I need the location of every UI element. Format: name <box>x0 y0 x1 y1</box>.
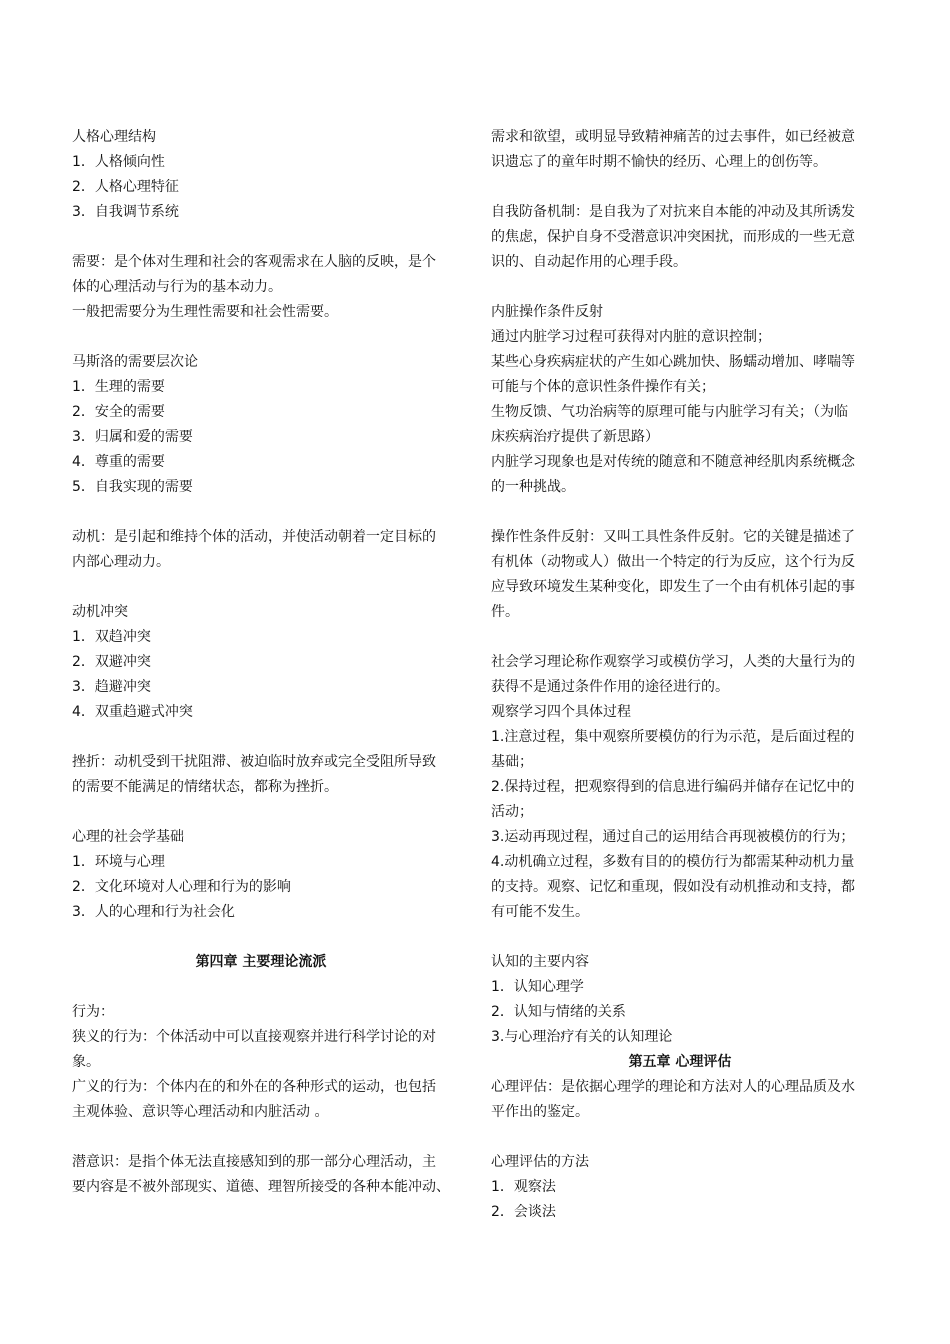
text-line: 件。 <box>491 604 519 620</box>
blank-line <box>72 725 450 750</box>
text-line: 内脏操作条件反射 <box>491 304 603 320</box>
text-line: 认知的主要内容 <box>491 954 589 970</box>
text-line: 3．自我调节系统 <box>72 204 179 220</box>
text-line: 主观体验、意识等心理活动和内脏活动 。 <box>72 1104 329 1120</box>
text-line: 3．趋避冲突 <box>72 679 151 695</box>
text-line: 2．会谈法 <box>491 1204 556 1220</box>
blank-line <box>491 625 869 650</box>
text-line: 有可能不发生。 <box>491 904 589 920</box>
text-line: 2．认知与情绪的关系 <box>491 1004 626 1020</box>
text-line: 社会学习理论称作观察学习或模仿学习，人类的大量行为的 <box>491 654 855 670</box>
text-line: 1.注意过程，集中观察所要模仿的行为示范，是后面过程的 <box>491 729 855 745</box>
blank-line <box>491 500 869 525</box>
text-line: 挫折：动机受到干扰阻滞、被迫临时放弃或完全受阻所导致 <box>72 754 436 770</box>
blank-line <box>72 1125 450 1150</box>
blank-line <box>72 225 450 250</box>
text-line: 1．双趋冲突 <box>72 629 151 645</box>
text-line: 的焦虑，保护自身不受潜意识冲突困扰，而形成的一些无意 <box>491 229 855 245</box>
blank-line <box>72 800 450 825</box>
text-line: 的支持。观察、记忆和重现，假如没有动机推动和支持，都 <box>491 879 855 895</box>
text-line: 马斯洛的需要层次论 <box>72 354 198 370</box>
text-line: 有机体（动物或人）做出一个特定的行为反应，这个行为反 <box>491 554 855 570</box>
text-line: 的一种挑战。 <box>491 479 575 495</box>
text-line: 体的心理活动与行为的基本动力。 <box>72 279 282 295</box>
text-line: 动机：是引起和维持个体的活动，并使活动朝着一定目标的 <box>72 529 436 545</box>
text-line: 内部心理动力。 <box>72 554 170 570</box>
text-line: 1．观察法 <box>491 1179 556 1195</box>
text-line: 通过内脏学习过程可获得对内脏的意识控制； <box>491 329 771 345</box>
blank-line <box>491 275 869 300</box>
text-line: 1．环境与心理 <box>72 854 165 870</box>
text-line: 操作性条件反射：又叫工具性条件反射。它的关键是描述了 <box>491 529 855 545</box>
text-line: 心理的社会学基础 <box>72 829 184 845</box>
text-line: 观察学习四个具体过程 <box>491 704 631 720</box>
text-line: 2．双避冲突 <box>72 654 151 670</box>
text-line: 可能与个体的意识性条件操作有关； <box>491 379 715 395</box>
text-line: 心理评估：是依据心理学的理论和方法对人的心理品质及水 <box>491 1079 855 1095</box>
text-line: 需求和欲望，或明显导致精神痛苦的过去事件，如已经被意 <box>491 129 855 145</box>
text-line: 内脏学习现象也是对传统的随意和不随意神经肌肉系统概念 <box>491 454 855 470</box>
text-line: 自我防备机制：是自我为了对抗来自本能的冲动及其所诱发 <box>491 204 855 220</box>
text-line: 1．人格倾向性 <box>72 154 165 170</box>
text-line: 广义的行为：个体内在的和外在的各种形式的运动，也包括 <box>72 1079 436 1095</box>
text-line: 2.保持过程，把观察得到的信息进行编码并储存在记忆中的 <box>491 779 855 795</box>
text-line: 动机冲突 <box>72 604 128 620</box>
text-line: 狭义的行为：个体活动中可以直接观察并进行科学讨论的对 <box>72 1029 436 1045</box>
text-line: 识遗忘了的童年时期不愉快的经历、心理上的创伤等。 <box>491 154 827 170</box>
blank-line <box>491 1125 869 1150</box>
text-line: 某些心身疾病症状的产生如心跳加快、肠蠕动增加、哮喘等 <box>491 354 855 370</box>
text-line: 需要：是个体对生理和社会的客观需求在人脑的反映，是个 <box>72 254 436 270</box>
text-line: 平作出的鉴定。 <box>491 1104 589 1120</box>
text-line: 心理评估的方法 <box>491 1154 589 1170</box>
text-line: 活动； <box>491 804 533 820</box>
chapter-heading: 第四章 主要理论流派 <box>195 954 327 970</box>
text-line: 3．归属和爱的需要 <box>72 429 193 445</box>
text-line: 1．生理的需要 <box>72 379 165 395</box>
text-line: 3.与心理治疗有关的认知理论 <box>491 1029 673 1045</box>
text-line: 1．认知心理学 <box>491 979 584 995</box>
right-column <box>491 125 869 1225</box>
text-line: 基础； <box>491 754 533 770</box>
text-line: 一般把需要分为生理性需要和社会性需要。 <box>72 304 338 320</box>
text-line: 的需要不能满足的情绪状态，都称为挫折。 <box>72 779 338 795</box>
blank-line <box>72 975 450 1000</box>
text-line: 人格心理结构 <box>72 129 156 145</box>
blank-line <box>72 325 450 350</box>
text-line: 2．文化环境对人心理和行为的影响 <box>72 879 291 895</box>
text-line: 行为： <box>72 1004 114 1020</box>
blank-line <box>491 925 869 950</box>
text-line: 获得不是通过条件作用的途径进行的。 <box>491 679 729 695</box>
text-line: 应导致环境发生某种变化，即发生了一个由有机体引起的事 <box>491 579 855 595</box>
blank-line <box>491 175 869 200</box>
chapter-heading: 第五章 心理评估 <box>628 1054 732 1070</box>
blank-line <box>72 575 450 600</box>
text-line: 生物反馈、气功治病等的原理可能与内脏学习有关；（为临 <box>491 404 848 420</box>
text-line: 4.动机确立过程，多数有目的的模仿行为都需某种动机力量 <box>491 854 855 870</box>
left-column <box>72 125 450 1200</box>
text-line: 3.运动再现过程，通过自己的运用结合再现被模仿的行为； <box>491 829 855 845</box>
text-line: 5．自我实现的需要 <box>72 479 193 495</box>
text-line: 2．安全的需要 <box>72 404 165 420</box>
text-line: 床疾病治疗提供了新思路） <box>491 429 659 445</box>
text-line: 象。 <box>72 1054 100 1070</box>
blank-line <box>72 500 450 525</box>
text-line: 潜意识：是指个体无法直接感知到的那一部分心理活动，主 <box>72 1154 436 1170</box>
text-line: 要内容是不被外部现实、道德、理智所接受的各种本能冲动、 <box>72 1179 450 1195</box>
text-line: 3．人的心理和行为社会化 <box>72 904 235 920</box>
text-line: 4．尊重的需要 <box>72 454 165 470</box>
text-line: 4．双重趋避式冲突 <box>72 704 193 720</box>
text-line: 2．人格心理特征 <box>72 179 179 195</box>
text-line: 识的、自动起作用的心理手段。 <box>491 254 687 270</box>
blank-line <box>72 925 450 950</box>
